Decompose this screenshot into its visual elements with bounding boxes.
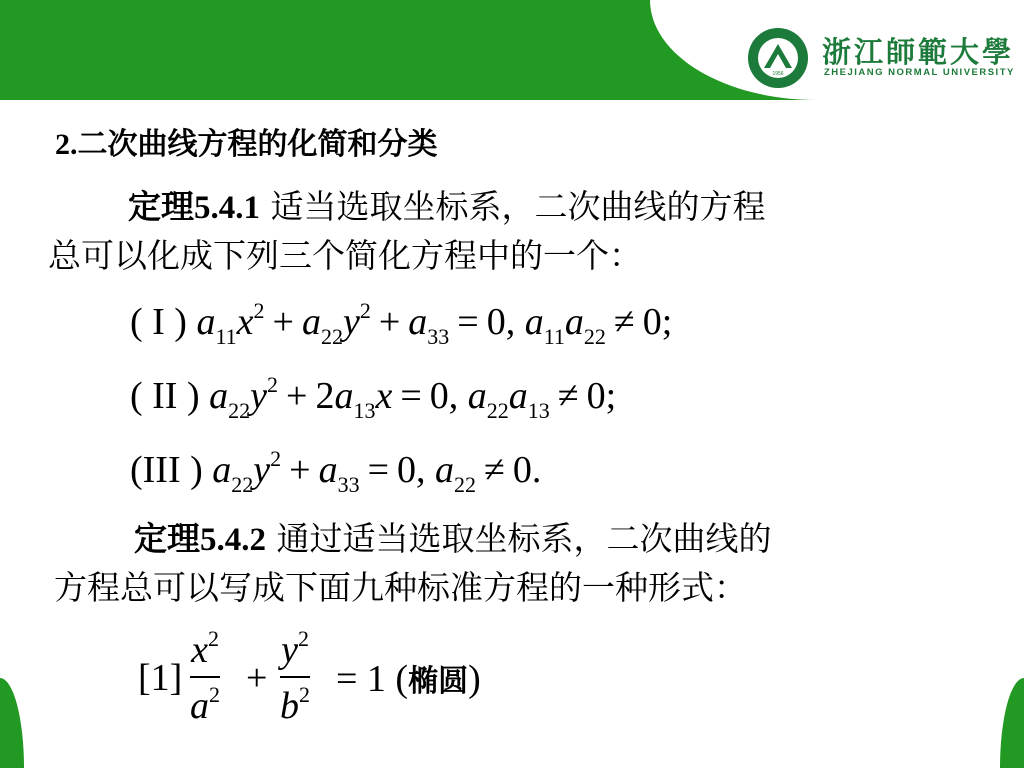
section-title-text: 二次曲线方程的化简和分类 [77,127,438,162]
section-title [55,119,438,163]
theorem-label: 定理 [128,187,194,226]
equation-3: (III ) $a_{22}y^2 + a_{33} = 0$, $a_{22} \ne 0$. [130,446,542,497]
theorem-5-4-1 [48,183,766,280]
equation-label: [1] [138,657,183,699]
theorem-label: 定理 [134,519,200,558]
equation-label: ( I ) [130,301,187,343]
theorem-text-line2: 总可以化成下列三个简化方程中的一个： [48,236,642,275]
fraction-y-over-b: $y^2$ $b^2$ [280,626,310,727]
theorem-text-line1: 适当选取坐标系，二次曲线的方程 [260,187,766,226]
logo-english-name: ZHEJIANG NORMAL UNIVERSITY [824,67,1015,78]
ellipse-label: 椭圆 [408,664,469,699]
equation-2: ( II ) $a_{22}y^2 + 2a_{13}x = 0$, $a_{22}a_{13} \ne 0$; [130,372,617,423]
equation-1: ( I ) $a_{11}x^2 + a_{22}y^2 + a_{33} = 0$, $a_{11}a_{22} \ne 0$; [130,298,673,349]
equation-label: ( II ) [130,375,200,417]
fraction-x-over-a: $x^2$ $a^2$ [190,626,220,727]
theorem-5-4-2 [54,515,772,612]
theorem-number: 5.4.1 [194,190,260,226]
university-seal-icon [746,26,810,90]
corner-decoration-left [0,678,24,768]
university-logo [746,24,1016,88]
theorem-text-line2: 方程总可以写成下面九种标准方程的一种形式： [54,568,747,607]
section-number: 2. [55,128,78,161]
theorem-text-line1: 通过适当选取坐标系，二次曲线的 [266,519,772,558]
theorem-number: 5.4.2 [200,522,266,558]
seal-year: 1956 [772,71,784,77]
corner-decoration-right [1000,678,1024,768]
equation-label: (III ) [130,449,203,491]
logo-chinese-name: 浙江師範大學 [822,35,1015,69]
